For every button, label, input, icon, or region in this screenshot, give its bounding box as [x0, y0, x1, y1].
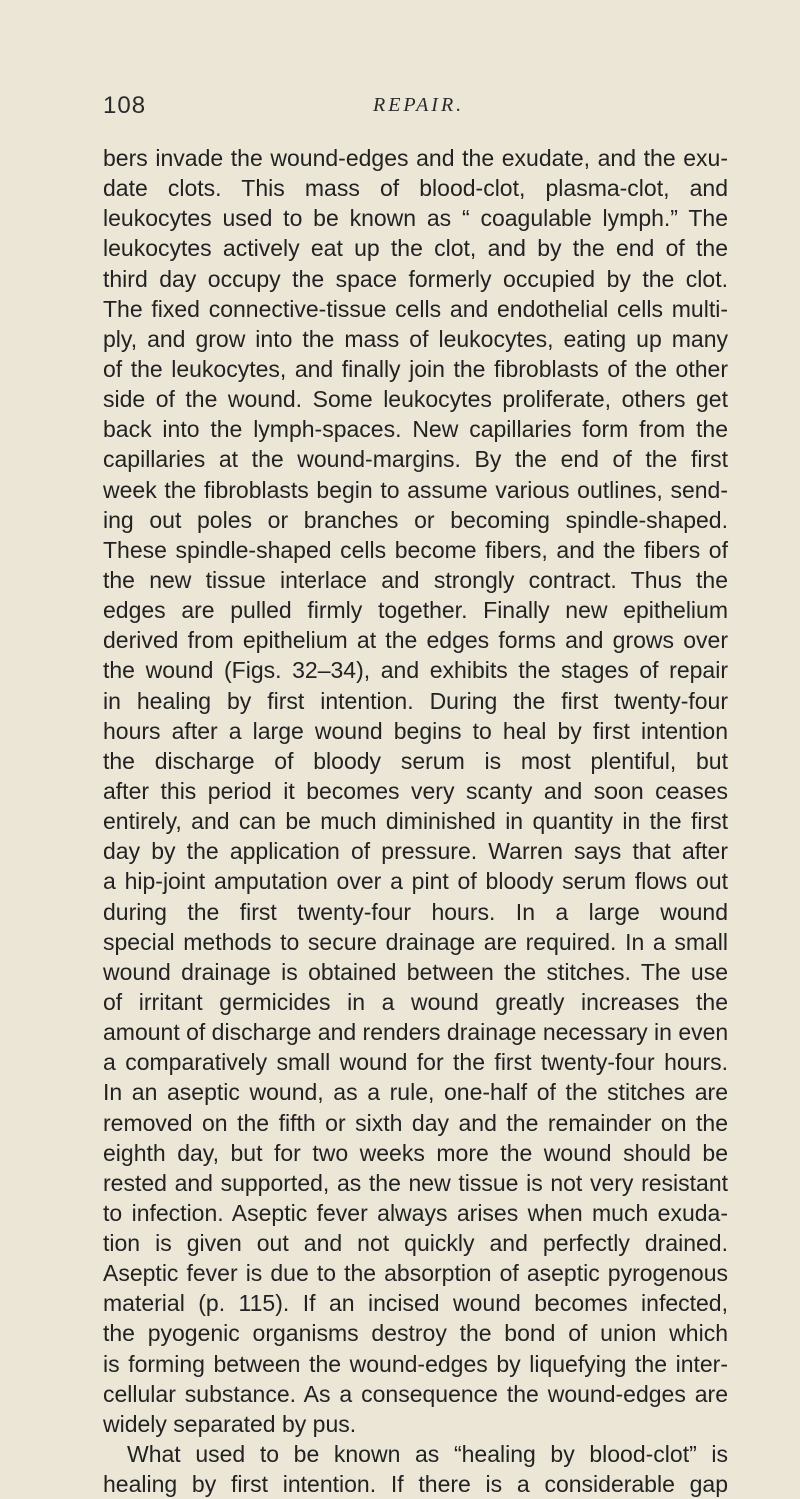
text-line: after this period it becomes very scanty and soon ceases	[103, 777, 728, 804]
text-line: removed on the fifth or sixth day and the remainder on the	[103, 1109, 728, 1136]
text-line: third day occupy the space formerly occupied by the clot.	[103, 265, 728, 292]
text-line: the pyogenic organisms destroy the bond of union which	[103, 1320, 728, 1347]
text-line: side of the wound. Some leukocytes proliferate, others get	[103, 386, 728, 413]
page-number: 108	[103, 92, 147, 119]
text-line: of irritant germicides in a wound greatly increases the	[103, 988, 728, 1015]
text-line: in healing by first intention. During the first twenty-four	[103, 687, 728, 714]
text-line: ing out poles or branches or becoming spindle-shaped.	[103, 506, 728, 533]
text-line: eighth day, but for two weeks more the wound should be	[103, 1139, 728, 1166]
text-line: day by the application of pressure. Warren says that after	[103, 838, 728, 865]
text-line: to infection. Aseptic fever always arises when much exuda-	[103, 1199, 728, 1226]
text-line: derived from epithelium at the edges forms and grows over	[103, 627, 728, 654]
text-line: bers invade the wound-edges and the exudate, and the exu-	[103, 145, 728, 171]
text-line: In an aseptic wound, as a rule, one-half of the stitches are	[103, 1079, 728, 1106]
text-line: date clots. This mass of blood-clot, plasma-clot, and	[103, 175, 728, 202]
text-line: amount of discharge and renders drainage necessary in even	[103, 1019, 729, 1046]
text-line: a comparatively small wound for the first twenty-four hours.	[103, 1049, 728, 1076]
text-line: the discharge of bloody serum is most plentiful, but	[103, 747, 728, 774]
text-line: material (p. 115). If an incised wound becomes infected,	[103, 1290, 728, 1317]
running-head: REPAIR.	[373, 94, 465, 116]
body-text	[103, 143, 728, 1499]
text-line: What used to be known as “healing by blood-clot” is	[127, 1441, 728, 1468]
text-line: healing by first intention. If there is a considerable gap	[103, 1471, 728, 1498]
page-header	[103, 92, 743, 128]
text-line: Aseptic fever is due to the absorption of aseptic pyrogenous	[103, 1260, 728, 1287]
text-line: the wound (Figs. 32–34), and exhibits the stages of repair	[103, 657, 728, 684]
text-line: The fixed connective-tissue cells and endothelial cells multi-	[103, 295, 728, 322]
text-line: during the first twenty-four hours. In a large wound	[103, 898, 728, 925]
text-line: cellular substance. As a consequence the wound-edges are	[103, 1380, 728, 1407]
text-line: leukocytes used to be known as “ coagulable lymph.” The	[103, 205, 728, 232]
text-line: is forming between the wound-edges by liquefying the inter-	[103, 1350, 728, 1377]
text-line: of the leukocytes, and finally join the fibroblasts of the other	[103, 355, 728, 382]
text-line: ply, and grow into the mass of leukocytes, eating up many	[103, 325, 728, 352]
text-line: week the fibroblasts begin to assume various outlines, send-	[103, 476, 728, 503]
text-line: special methods to secure drainage are required. In a small	[103, 928, 728, 955]
text-line: entirely, and can be much diminished in quantity in the first	[103, 808, 728, 835]
text-line: leukocytes actively eat up the clot, and by the end of the	[103, 235, 728, 262]
text-line: rested and supported, as the new tissue is not very resistant	[103, 1169, 728, 1196]
text-line: the new tissue interlace and strongly contract. Thus the	[103, 566, 728, 593]
text-line: capillaries at the wound-margins. By the end of the first	[103, 446, 728, 473]
text-line: tion is given out and not quickly and perfectly drained.	[103, 1230, 728, 1257]
text-line: wound drainage is obtained between the stitches. The use	[103, 958, 728, 985]
text-line: hours after a large wound begins to heal by first intention	[103, 717, 728, 744]
text-line: a hip-joint amputation over a pint of bloody serum flows out	[103, 868, 728, 895]
text-line: These spindle-shaped cells become fibers, and the fibers of	[103, 536, 728, 563]
text-line: widely separated by pus.	[103, 1410, 357, 1437]
text-line: back into the lymph-spaces. New capillaries form from the	[103, 416, 728, 443]
text-line: edges are pulled firmly together. Finally new epithelium	[103, 597, 728, 624]
